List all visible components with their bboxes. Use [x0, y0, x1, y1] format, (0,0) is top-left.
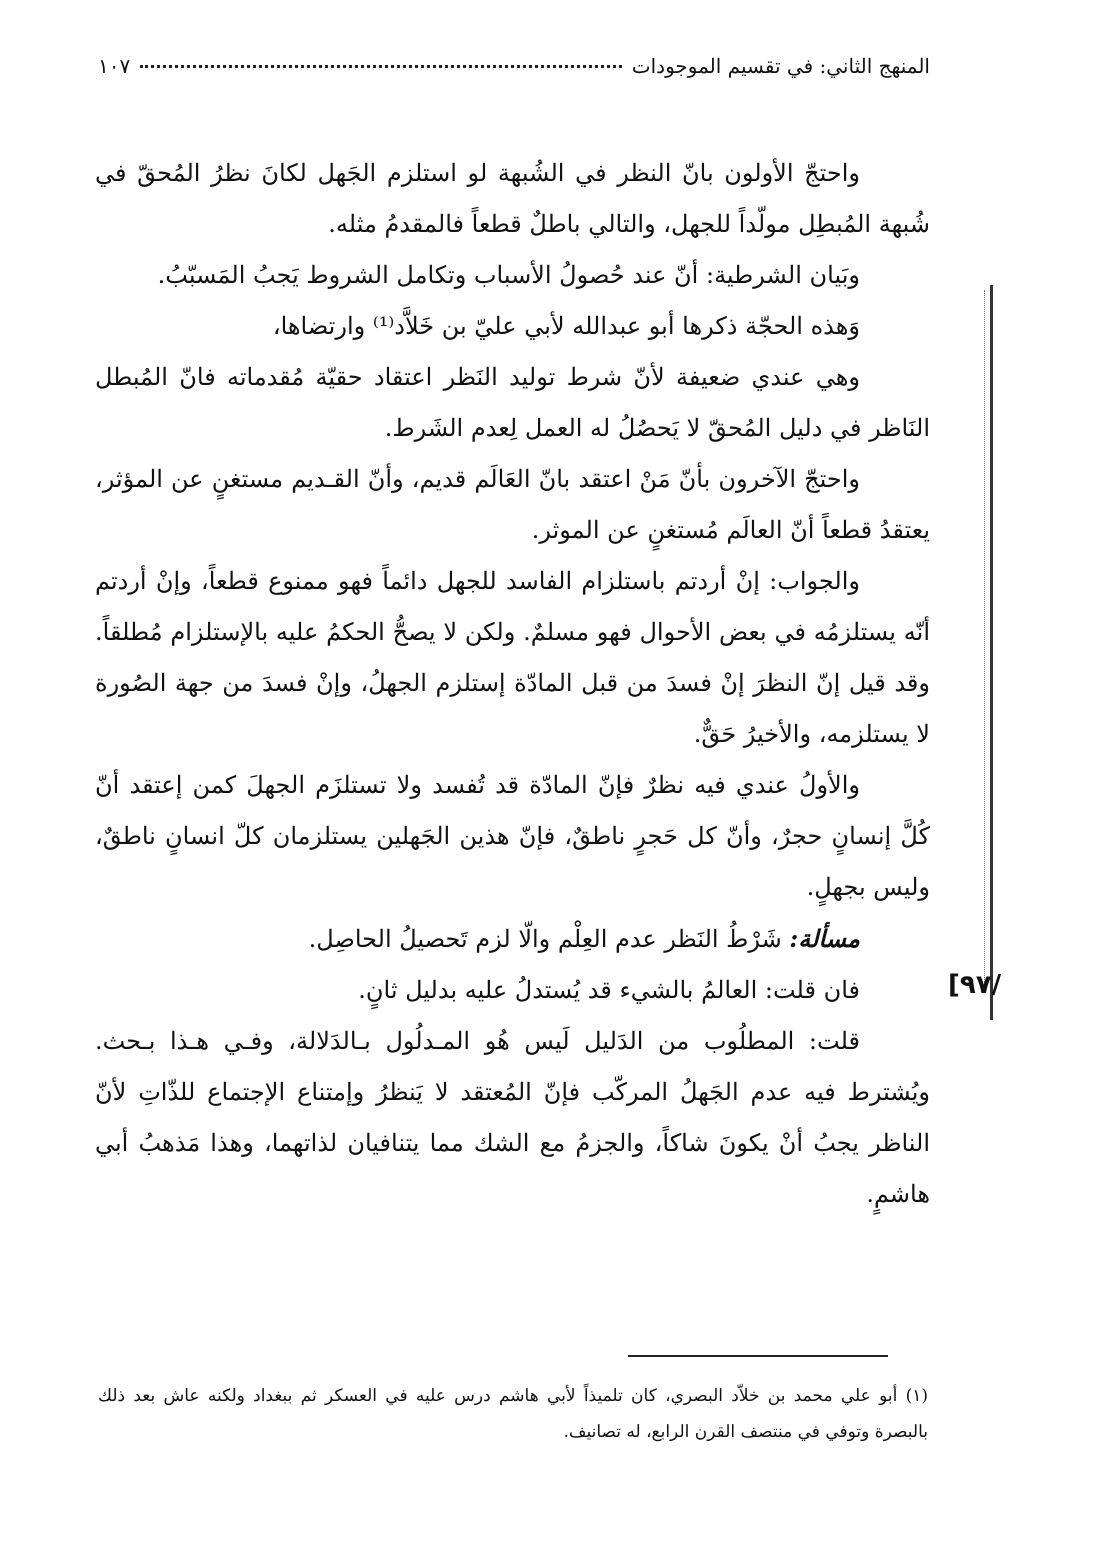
paragraph: وَهذه الحجّة ذكرها أبو عبدالله لأبي عليّ بن خَلاَّد⁽¹⁾ وارتضاها،: [272, 312, 860, 340]
paragraph: واحتجّ الأولون بانّ النظر في الشُبهة لو استلزم الجَهل لكانَ نظرُ المُحقّ في شُبهة المُبطِل مولّداً للجهل، والتالي باطلٌ قطعاً فالمقدمُ مثله.: [95, 159, 930, 238]
paragraph: قلت: المطلُوب من الدَليل لَيس هُو المـدلُول بـالدَلالة، وفـي هـذا بـحث. ويُشترط فيه عدم الجَهلُ المركّب فإنّ المُعتقد لا يَنظرُ وإمتناع الإجتماع للذّاتِ لأنّ الناظر يجبُ أنْ يكونَ شاكاً، والجزمُ مع الشك مما يتنافيان لذاتهما، وهذا مَذهبُ أبي هاشمٍ.: [95, 1027, 930, 1208]
dot-leader: [140, 65, 622, 68]
footnote-separator: [628, 1355, 888, 1357]
manuscript-folio-marker: [٩٧/: [948, 970, 1002, 1000]
running-title: المنهج الثاني: في تقسيم الموجودات: [631, 54, 930, 78]
margin-rule: [990, 285, 993, 1020]
masala-paragraph: [95, 913, 930, 965]
footnotes: [98, 1378, 928, 1450]
paragraph: وهي عندي ضعيفة لأنّ شرط توليد النَظر اعتقاد حقيّة مُقدماته فانّ المُبطل النَاظر في دليل المُحقّ لا يَحصُلُ له العمل لِعدم الشَرط.: [95, 363, 930, 442]
masala-text: شَرْطُ النَظر عدم العِلْم والّا لزم تَحصيلُ الحاصِل.: [308, 925, 782, 953]
masala-lead: مسألة:: [789, 924, 860, 953]
page-number: ١٠٧: [98, 54, 131, 78]
paragraph: والجواب: إنْ أردتم باستلزام الفاسد للجهل دائماً فهو ممنوع قطعاً، وإنْ أردتم أنّه يستلزمُه في بعض الأحوال فهو مسلمٌ. ولكن لا يصحُّ الحكمُ عليه بالإستلزام مُطلقاً. وقد قيل إنّ النظرَ إنْ فسدَ من قبل المادّة إستلزم الجهلُ، وإنْ فسدَ من جهة الصُورة لا يستلزمه، والأخيرُ حَقٌّ.: [95, 567, 930, 748]
paragraph: فان قلت: العالمُ بالشيء قد يُستدلُ عليه بدليل ثانٍ.: [358, 976, 860, 1004]
running-header: [98, 54, 930, 90]
footnote: (١) أبو علي محمد بن خلاّد البصري، كان تلميذاً لأبي هاشم درس عليه في العسكر ثم ببغداد ولكنه عاش بعد ذلك بالبصرة وتوفي في منتصف القرن الرابع، له تصانيف.: [98, 1386, 928, 1442]
paragraph: واحتجّ الآخرون بأنّ مَنْ اعتقد بانّ العَالَم قديم، وأنّ القـديم مستغنٍ عن المؤثر، يعتقدُ قطعاً أنّ العالَم مُستغنٍ عن الموثر.: [95, 465, 930, 544]
main-text: [95, 148, 930, 1220]
paragraph: والأولُ عندي فيه نظرٌ فإنّ المادّة قد تُفسد ولا تستلزَم الجهلَ كمن إعتقد أنّ كُلَّ إنسانٍ حجرٌ، وأنّ كل حَجرٍ ناطقٌ، فإنّ هذين الجَهلين يستلزمان كلّ انسانٍ ناطقٌ، وليس بجهلٍ.: [95, 771, 930, 901]
margin-rule-thin: [984, 290, 985, 990]
paragraph: وبَيان الشرطية: أنّ عند حُصولُ الأسباب وتكامل الشروط يَجبُ المَسبّبُ.: [157, 261, 860, 289]
